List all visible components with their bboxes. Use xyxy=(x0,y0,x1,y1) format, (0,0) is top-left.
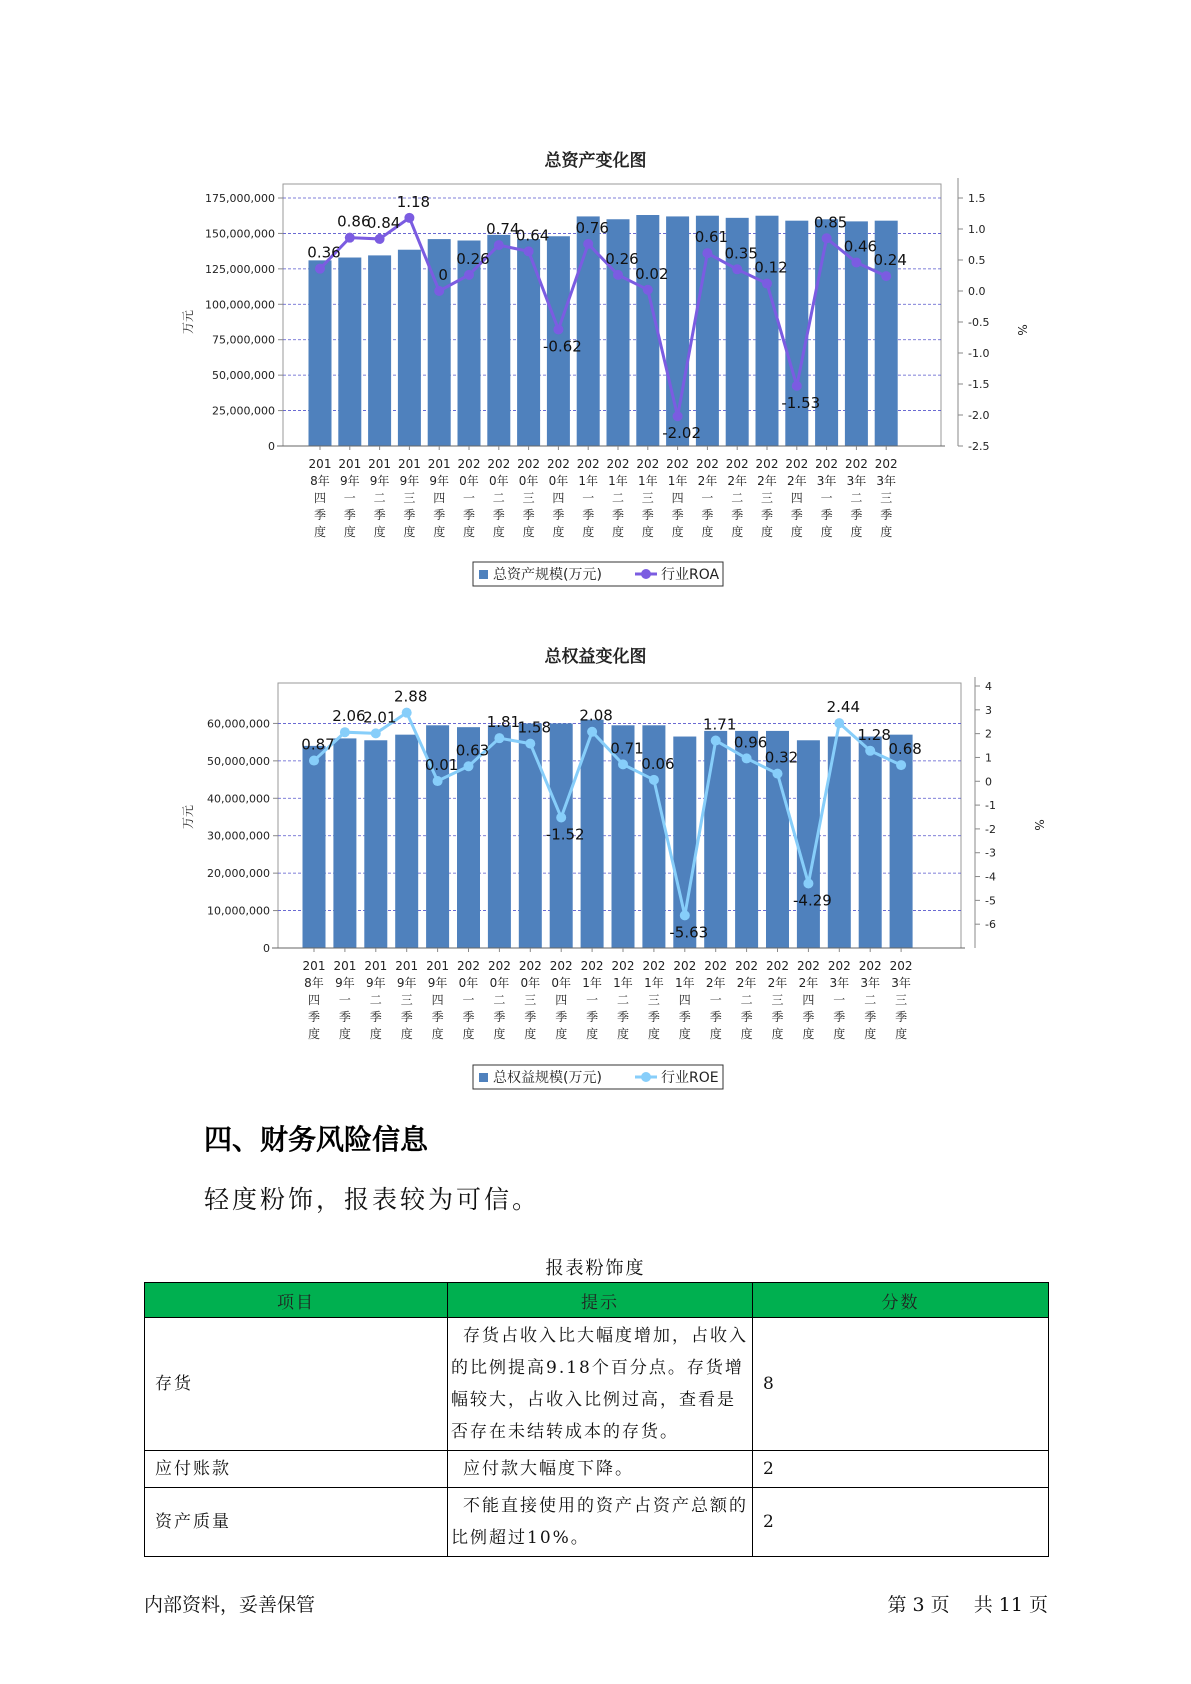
line-point xyxy=(433,776,443,786)
x-tick-label: 201 9年三季度 xyxy=(397,457,421,539)
x-tick-label: 202 2年二季度 xyxy=(725,457,749,539)
data-label: 0.02 xyxy=(635,264,669,283)
data-label: 2.44 xyxy=(826,698,861,717)
data-label: 2.08 xyxy=(579,706,613,725)
y2-tick-label: -5 xyxy=(985,894,996,908)
data-label: 0.24 xyxy=(873,251,907,270)
header-score: 分数 xyxy=(753,1283,1049,1318)
data-label: 1.81 xyxy=(486,713,521,732)
bar xyxy=(333,738,356,948)
line-point xyxy=(340,727,350,737)
bar xyxy=(612,725,635,948)
line-point xyxy=(587,727,597,737)
y2-axis-label: % xyxy=(1032,819,1046,831)
line-point xyxy=(494,733,504,743)
data-label: 0.61 xyxy=(694,228,729,247)
chart-title-assets: 总资产变化图 xyxy=(544,151,647,171)
data-label: 0.64 xyxy=(515,226,550,245)
y2-tick-label: -1.5 xyxy=(968,378,990,391)
row-score: 8 xyxy=(753,1318,1049,1451)
data-label: -2.02 xyxy=(662,424,702,443)
y-tick-label: 50,000,000 xyxy=(212,369,275,383)
line-point xyxy=(618,759,628,769)
line-point xyxy=(803,878,813,888)
line-point xyxy=(464,761,474,771)
row-score: 2 xyxy=(753,1451,1049,1488)
data-label: 0.85 xyxy=(813,213,848,232)
table-row xyxy=(145,1451,1049,1488)
x-tick-label: 202 1年三季度 xyxy=(642,959,666,1041)
x-tick-label: 202 3年二季度 xyxy=(858,959,882,1041)
x-tick-label: 202 0年二季度 xyxy=(487,457,511,539)
x-tick-label: 202 3年三季度 xyxy=(889,959,913,1041)
y2-tick-label: 2 xyxy=(985,727,992,741)
row-item: 资产质量 xyxy=(145,1488,448,1557)
risk-table xyxy=(144,1282,1049,1557)
data-label: 0.26 xyxy=(456,249,490,268)
line-point xyxy=(525,739,535,749)
x-tick-label: 202 0年四季度 xyxy=(546,457,570,539)
bar xyxy=(364,740,387,948)
row-score: 2 xyxy=(753,1488,1049,1557)
x-tick-label: 202 3年一季度 xyxy=(815,457,839,539)
data-label: -1.53 xyxy=(781,393,821,412)
line-point xyxy=(680,910,690,920)
x-tick-label: 201 9年三季度 xyxy=(395,959,419,1041)
x-tick-label: 202 2年四季度 xyxy=(796,959,820,1041)
chart-title-equity: 总权益变化图 xyxy=(544,647,647,667)
header-item: 项目 xyxy=(145,1283,448,1318)
data-label: 0.26 xyxy=(605,249,639,268)
data-label: -4.29 xyxy=(792,891,832,910)
bar xyxy=(519,723,542,948)
x-tick-label: 202 0年三季度 xyxy=(518,959,542,1041)
header-hint: 提示 xyxy=(448,1283,753,1318)
line-point xyxy=(865,746,875,756)
bar xyxy=(303,746,326,948)
bar xyxy=(488,725,511,948)
data-label: 0.63 xyxy=(455,741,490,760)
y-tick-label: 60,000,000 xyxy=(207,717,270,731)
row-hint: 不能直接使用的资产占资产总额的比例超过10%。 xyxy=(448,1488,753,1557)
x-tick-label: 201 8年四季度 xyxy=(302,959,326,1041)
y-tick-label: 10,000,000 xyxy=(207,904,270,918)
x-tick-label: 202 0年一季度 xyxy=(457,959,480,1041)
line-point xyxy=(309,756,319,766)
y2-tick-label: 0.5 xyxy=(968,254,986,267)
row-hint: 应付款大幅度下降。 xyxy=(448,1451,753,1488)
data-label: 1.18 xyxy=(396,192,431,211)
x-tick-label: 202 3年三季度 xyxy=(874,457,898,539)
data-label: 0.87 xyxy=(301,735,335,754)
x-tick-label: 201 9年四季度 xyxy=(427,457,451,539)
data-label: 1.58 xyxy=(517,718,552,737)
data-label: 2.06 xyxy=(332,707,366,726)
y2-tick-label: 3 xyxy=(985,703,992,717)
data-label: -0.62 xyxy=(542,337,582,356)
x-tick-label: 202 0年三季度 xyxy=(517,457,541,539)
footer-page xyxy=(880,1590,1048,1617)
y2-tick-label: -2.0 xyxy=(968,409,990,422)
y2-tick-label: 0 xyxy=(985,775,992,789)
x-tick-label: 202 2年一季度 xyxy=(695,457,719,539)
x-tick-label: 201 9年二季度 xyxy=(368,457,392,539)
y2-tick-label: -6 xyxy=(985,918,996,932)
y2-tick-label: -1.0 xyxy=(968,347,990,360)
data-label: 0.68 xyxy=(888,740,922,759)
x-tick-label: 202 3年二季度 xyxy=(844,457,868,539)
data-label: 0.46 xyxy=(843,237,878,256)
x-tick-label: 202 2年二季度 xyxy=(735,959,759,1041)
bar xyxy=(859,737,882,948)
y2-tick-label: -2 xyxy=(985,822,996,836)
y2-tick-label: 1.5 xyxy=(968,192,986,205)
y2-tick-label: 0.0 xyxy=(968,285,986,298)
data-label: 0.06 xyxy=(641,754,675,773)
y2-tick-label: -1 xyxy=(985,799,996,813)
data-label: 0.32 xyxy=(764,748,799,767)
legend-line-label: 行业ROA xyxy=(661,567,720,583)
data-label: 2.88 xyxy=(393,687,428,706)
row-item: 应付账款 xyxy=(145,1451,448,1488)
y2-axis-label: % xyxy=(1015,324,1029,336)
data-label: 0.84 xyxy=(366,213,401,232)
legend-line-label: 行业ROE xyxy=(661,1070,719,1086)
page-total: 共 11 页 xyxy=(973,1594,1048,1616)
x-tick-label: 202 1年四季度 xyxy=(673,959,697,1041)
data-label: 0.35 xyxy=(724,244,758,263)
data-label: 0 xyxy=(438,266,448,284)
footer-confidential: 内部资料，妥善保管 xyxy=(144,1594,316,1616)
legend-bar-label: 总资产规模(万元) xyxy=(493,567,602,583)
x-tick-label: 202 0年一季度 xyxy=(457,457,481,539)
table-caption: 报表粉饰度 xyxy=(545,1258,646,1279)
y-tick-label: 175,000,000 xyxy=(205,192,275,205)
data-label: -5.63 xyxy=(669,923,709,942)
line-point xyxy=(649,775,659,785)
data-label: 0.36 xyxy=(307,243,341,262)
data-label: 0.74 xyxy=(486,220,520,239)
data-label: 1.71 xyxy=(702,715,737,734)
line-point xyxy=(896,760,906,770)
legend-line-marker xyxy=(641,1072,651,1082)
data-label: 0.71 xyxy=(610,739,644,758)
x-tick-label: 202 3年一季度 xyxy=(827,959,851,1041)
x-tick-label: 202 0年四季度 xyxy=(549,959,573,1041)
x-tick-label: 201 9年一季度 xyxy=(338,457,362,539)
legend-bar-label: 总权益规模(万元) xyxy=(493,1070,602,1086)
x-tick-label: 202 2年一季度 xyxy=(704,959,728,1041)
y2-tick-label: 4 xyxy=(985,680,992,693)
y-tick-label: 0 xyxy=(268,440,275,453)
bar xyxy=(395,735,418,948)
x-tick-label: 201 9年一季度 xyxy=(333,959,357,1041)
line-point xyxy=(834,718,844,728)
y-tick-label: 40,000,000 xyxy=(207,792,270,806)
y-tick-label: 100,000,000 xyxy=(205,298,275,312)
y-tick-label: 0 xyxy=(263,942,270,955)
x-tick-label: 201 9年四季度 xyxy=(426,959,450,1041)
data-label: 0.76 xyxy=(575,218,609,237)
data-label: 0.01 xyxy=(424,756,459,775)
y-tick-label: 75,000,000 xyxy=(212,333,275,347)
x-tick-label: 202 1年一季度 xyxy=(576,457,600,539)
legend-bar-swatch xyxy=(479,1073,488,1082)
y-tick-label: 150,000,000 xyxy=(205,227,275,241)
x-tick-label: 202 1年一季度 xyxy=(580,959,604,1041)
y-axis-label: 万元 xyxy=(181,309,195,335)
x-tick-label: 201 9年二季度 xyxy=(364,959,388,1041)
y-tick-label: 25,000,000 xyxy=(212,404,275,418)
page-number: 第 3 页 xyxy=(887,1594,950,1616)
data-label: 0.96 xyxy=(733,733,768,752)
x-tick-label: 202 2年三季度 xyxy=(755,457,779,539)
y-tick-label: 30,000,000 xyxy=(207,829,270,843)
y2-tick-label: -4 xyxy=(985,870,996,884)
data-label: 0.12 xyxy=(754,258,788,277)
data-label: 2.01 xyxy=(363,708,397,727)
x-tick-label: 202 1年二季度 xyxy=(606,457,630,539)
x-tick-label: 202 1年四季度 xyxy=(666,457,690,539)
y-axis-label: 万元 xyxy=(181,804,195,830)
y-tick-label: 20,000,000 xyxy=(207,867,270,881)
y2-tick-label: -2.5 xyxy=(968,440,990,453)
x-tick-label: 202 1年三季度 xyxy=(636,457,660,539)
section-title: 四、财务风险信息 xyxy=(204,1123,429,1156)
table-row xyxy=(145,1318,1049,1451)
x-tick-label: 202 1年二季度 xyxy=(611,959,635,1041)
data-label: 1.28 xyxy=(857,725,891,744)
x-tick-label: 202 2年三季度 xyxy=(766,959,789,1041)
y2-tick-label: -3 xyxy=(985,846,996,860)
y2-tick-label: 1.0 xyxy=(968,223,986,236)
table-header-row xyxy=(145,1283,1049,1318)
x-tick-label: 201 8年四季度 xyxy=(308,457,332,539)
y2-tick-label: -0.5 xyxy=(968,316,990,329)
y2-tick-label: 1 xyxy=(985,751,992,765)
line-point xyxy=(773,769,783,779)
row-item: 存货 xyxy=(145,1318,448,1451)
x-tick-label: 202 2年四季度 xyxy=(785,457,809,539)
line-point xyxy=(371,728,381,738)
section-summary: 轻度粉饰，报表较为可信。 xyxy=(204,1185,541,1214)
line-point xyxy=(711,736,721,746)
y-tick-label: 50,000,000 xyxy=(207,754,270,768)
x-tick-label: 202 0年二季度 xyxy=(487,959,511,1041)
data-label: 0.86 xyxy=(337,212,371,231)
line-point xyxy=(742,753,752,763)
bar xyxy=(704,731,727,948)
data-label: -1.52 xyxy=(545,825,585,844)
line-point xyxy=(402,708,412,718)
line-point xyxy=(556,812,566,822)
row-hint: 存货占收入比大幅度增加，占收入的比例提高9.18个百分点。存货增幅较大，占收入比例过高，查看是否存在未结转成本的存货。 xyxy=(448,1318,753,1451)
y-tick-label: 125,000,000 xyxy=(205,262,275,276)
table-row xyxy=(145,1488,1049,1557)
